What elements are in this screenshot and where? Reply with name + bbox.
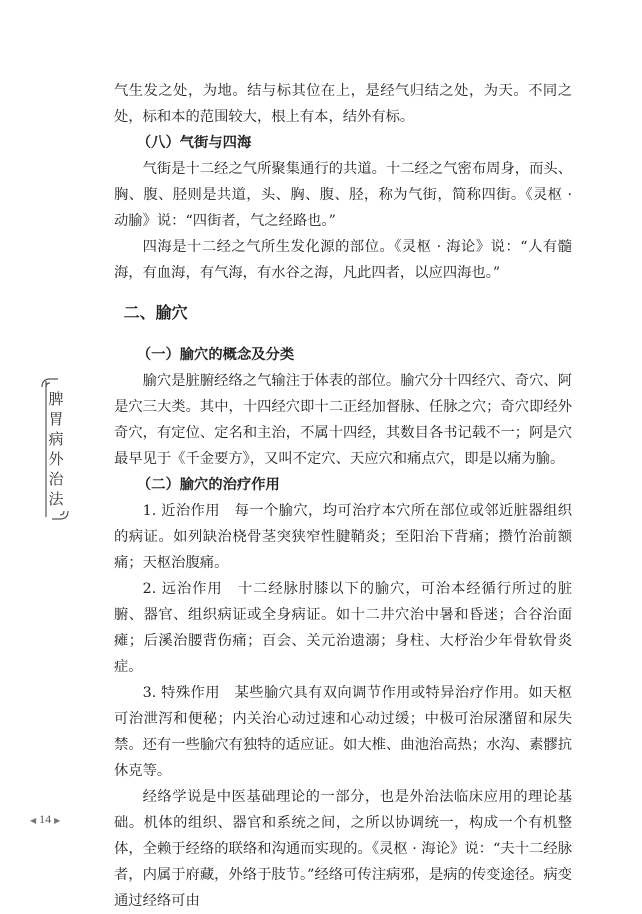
page-number [30,812,60,827]
side-title-char: 外 [48,450,64,468]
paragraph: 1. 近治作用 每一个腧穴，均可治疗本穴所在部位或邻近脏器组织的病证。如列缺治桡骨茎突狭窄性腱鞘炎；至阳治下背痛；攒竹治前额痛；天枢治腹痛。 [114,503,572,571]
side-running-title [38,375,72,523]
side-title-char: 胃 [48,410,64,428]
page-body [114,78,572,914]
page-number-text: 14 [39,812,52,826]
paragraph: 2. 远治作用 十二经脉肘膝以下的腧穴，可治本经循行所过的脏腑、器官、组织病证或全身病证。如十二井穴治中暑和昏迷；合谷治面瘫；后溪治腰背伤痛；百会、关元治遗溺；身柱、大杼治少年骨软骨炎症。 [114,581,572,675]
right-triangle-icon: ▶ [54,815,61,825]
side-title-char: 治 [48,470,64,488]
section-heading-qijie: （八）气街与四海 [136,135,252,151]
side-title-char: 脾 [48,390,64,408]
chapter-heading-shuxue: 二、腧穴 [123,303,188,322]
paragraph: 气生发之处，为地。结与标其位在上，是经气归结之处，为天。不同之处，标和本的范围较大，根上有本，结外有标。 [114,83,572,125]
left-triangle-icon: ◀ [30,815,37,825]
paragraph: 气街是十二经之气所聚集通行的共道。十二经之气密布周身，而头、胸、腹、胫则是共道，头、胸、腹、胫，称为气街，简称四街。《灵枢 · 动腧》说：“四街者，气之经路也。” [114,161,572,229]
section-heading-gainian: （一）腧穴的概念及分类 [136,347,295,363]
paragraph: 3. 特殊作用 某些腧穴具有双向调节作用或特异治疗作用。如天枢可治泄泻和便秘；内关治心动过速和心动过缓；中极可治尿潴留和尿失禁。还有一些腧穴有独特的适应证。如大椎、曲池治高热；水沟、素髎抗休克等。 [114,685,572,779]
side-title-char: 法 [48,490,64,508]
paragraph: 经络学说是中医基础理论的一部分，也是外治法临床应用的理论基础。机体的组织、器官和系统之间，之所以协调统一，构成一个有机整体，全赖于经络的联络和沟通而实现的。《灵枢 · 海论》说：“夫十二经脉者，内属于府藏，外络于肢节。”经络可传注病邪，是病的传变途径。病变通过经络可由 [114,789,572,909]
side-title-char: 病 [48,430,64,448]
paragraph: 腧穴是脏腑经络之气输注于体表的部位。腧穴分十四经穴、奇穴、阿是穴三大类。其中，十四经穴即十二正经加督脉、任脉之穴；奇穴即经外奇穴，有定位、定名和主治，不属十四经，其数目各书记载不一；阿是穴最早见于《千金要方》，又叫不定穴、天应穴和痛点穴，即是以痛为腧。 [114,373,572,467]
section-heading-zhiliao: （二）腧穴的治疗作用 [136,477,280,493]
paragraph: 四海是十二经之气所生发化源的部位。《灵枢 · 海论》说：“人有髓海，有血海，有气海，有水谷之海，凡此四者，以应四海也。” [114,239,572,281]
